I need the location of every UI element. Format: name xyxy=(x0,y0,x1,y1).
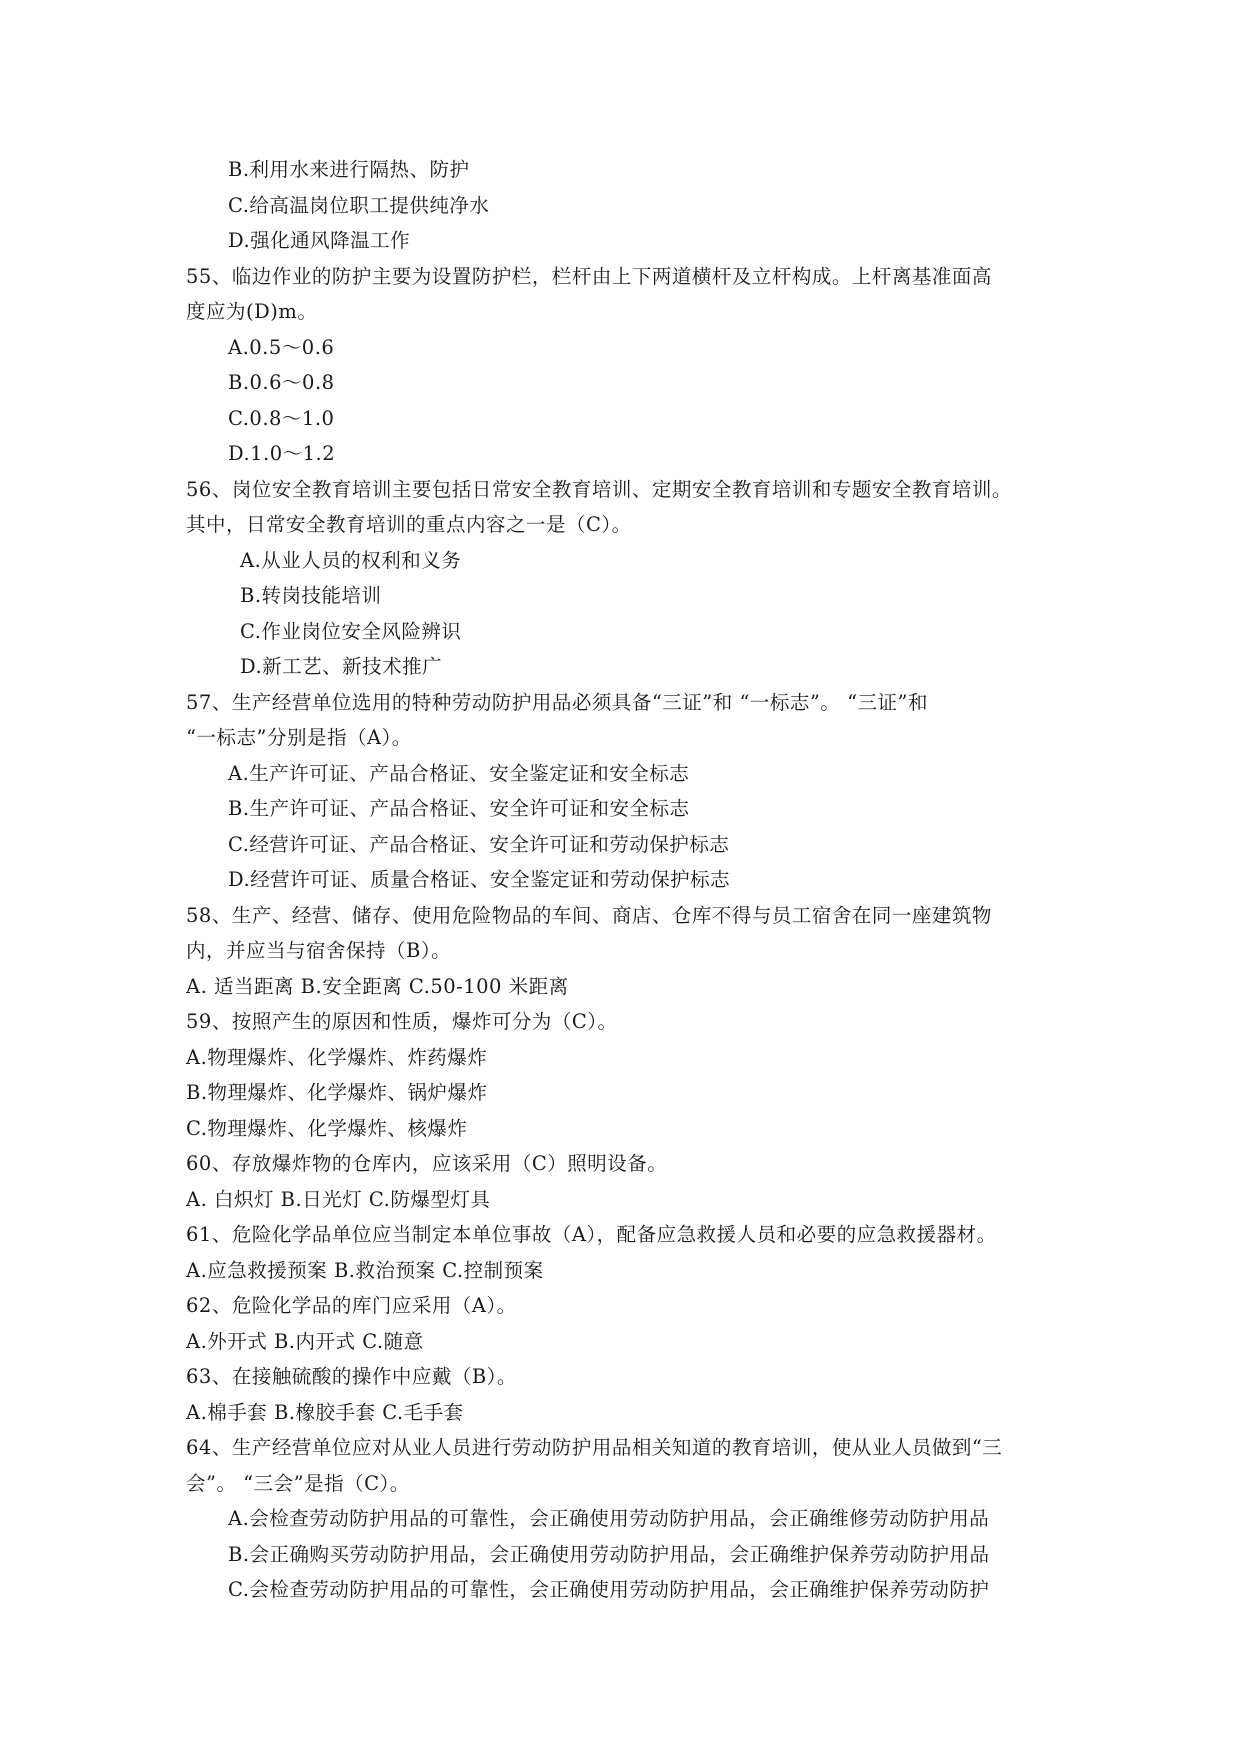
option-c-pure-water: C.给高温岗位职工提供纯净水 xyxy=(228,194,490,217)
q57-option-d: D.经营许可证、质量合格证、安全鉴定证和劳动保护标志 xyxy=(228,868,731,891)
question-61: 61、危险化学品单位应当制定本单位事故（A），配备应急救援人员和必要的应急救援器材。 xyxy=(186,1223,997,1246)
q56-option-d: D.新工艺、新技术推广 xyxy=(240,655,443,678)
question-55-line-2: 度应为(D)m。 xyxy=(186,300,318,323)
question-56-line-2: 其中，日常安全教育培训的重点内容之一是（C）。 xyxy=(186,513,632,536)
q61-options: A.应急救援预案 B.救治预案 C.控制预案 xyxy=(186,1259,544,1282)
q55-option-c: C.0.8～1.0 xyxy=(228,407,335,430)
q56-option-c: C.作业岗位安全风险辨识 xyxy=(240,620,462,643)
option-d-ventilation: D.强化通风降温工作 xyxy=(228,229,411,252)
question-58-line-2: 内，并应当与宿舍保持（B）。 xyxy=(186,939,452,962)
question-63: 63、在接触硫酸的操作中应戴（B）。 xyxy=(186,1365,517,1388)
question-58-line-1: 58、生产、经营、储存、使用危险物品的车间、商店、仓库不得与员工宿舍在同一座建筑物 xyxy=(186,904,992,927)
question-56-line-1: 56、岗位安全教育培训主要包括日常安全教育培训、定期安全教育培训和专题安全教育培训。 xyxy=(186,478,1012,501)
q58-options: A. 适当距离 B.安全距离 C.50-100 米距离 xyxy=(186,975,569,998)
question-64-line-1: 64、生产经营单位应对从业人员进行劳动防护用品相关知道的教育培训，使从业人员做到“三 xyxy=(186,1436,1003,1459)
q63-options: A.棉手套 B.橡胶手套 C.毛手套 xyxy=(186,1401,464,1424)
q57-option-c: C.经营许可证、产品合格证、安全许可证和劳动保护标志 xyxy=(228,833,730,856)
q64-option-c: C.会检查劳动防护用品的可靠性，会正确使用劳动防护用品，会正确维护保养劳动防护 xyxy=(228,1578,990,1601)
question-55-line-1: 55、临边作业的防护主要为设置防护栏，栏杆由上下两道横杆及立杆构成。上杆离基准面高 xyxy=(186,265,992,288)
question-60: 60、存放爆炸物的仓库内，应该采用（C）照明设备。 xyxy=(186,1152,668,1175)
q60-options: A. 白炽灯 B.日光灯 C.防爆型灯具 xyxy=(186,1188,491,1211)
question-57-line-2: “一标志”分别是指（A）。 xyxy=(186,726,412,749)
question-62: 62、危险化学品的库门应采用（A）。 xyxy=(186,1294,517,1317)
q56-option-a: A.从业人员的权利和义务 xyxy=(240,549,462,572)
question-57-line-1: 57、生产经营单位选用的特种劳动防护用品必须具备“三证”和 “一标志”。 “三证”和 xyxy=(186,691,929,714)
option-b-water-insulation: B.利用水来进行隔热、防护 xyxy=(228,158,470,181)
q59-option-c: C.物理爆炸、化学爆炸、核爆炸 xyxy=(186,1117,468,1140)
q64-option-b: B.会正确购买劳动防护用品，会正确使用劳动防护用品，会正确维护保养劳动防护用品 xyxy=(228,1543,990,1566)
question-64-line-2: 会”。 “三会”是指（C）。 xyxy=(186,1472,410,1495)
q59-option-b: B.物理爆炸、化学爆炸、锅炉爆炸 xyxy=(186,1081,488,1104)
question-59: 59、按照产生的原因和性质，爆炸可分为（C）。 xyxy=(186,1010,618,1033)
q55-option-b: B.0.6～0.8 xyxy=(228,371,335,394)
q55-option-d: D.1.0～1.2 xyxy=(228,442,336,465)
q59-option-a: A.物理爆炸、化学爆炸、炸药爆炸 xyxy=(186,1046,488,1069)
q56-option-b: B.转岗技能培训 xyxy=(240,584,382,607)
q55-option-a: A.0.5～0.6 xyxy=(228,336,335,359)
q64-option-a: A.会检查劳动防护用品的可靠性，会正确使用劳动防护用品，会正确维修劳动防护用品 xyxy=(228,1507,990,1530)
q62-options: A.外开式 B.内开式 C.随意 xyxy=(186,1330,424,1353)
q57-option-a: A.生产许可证、产品合格证、安全鉴定证和安全标志 xyxy=(228,762,690,785)
q57-option-b: B.生产许可证、产品合格证、安全许可证和安全标志 xyxy=(228,797,690,820)
